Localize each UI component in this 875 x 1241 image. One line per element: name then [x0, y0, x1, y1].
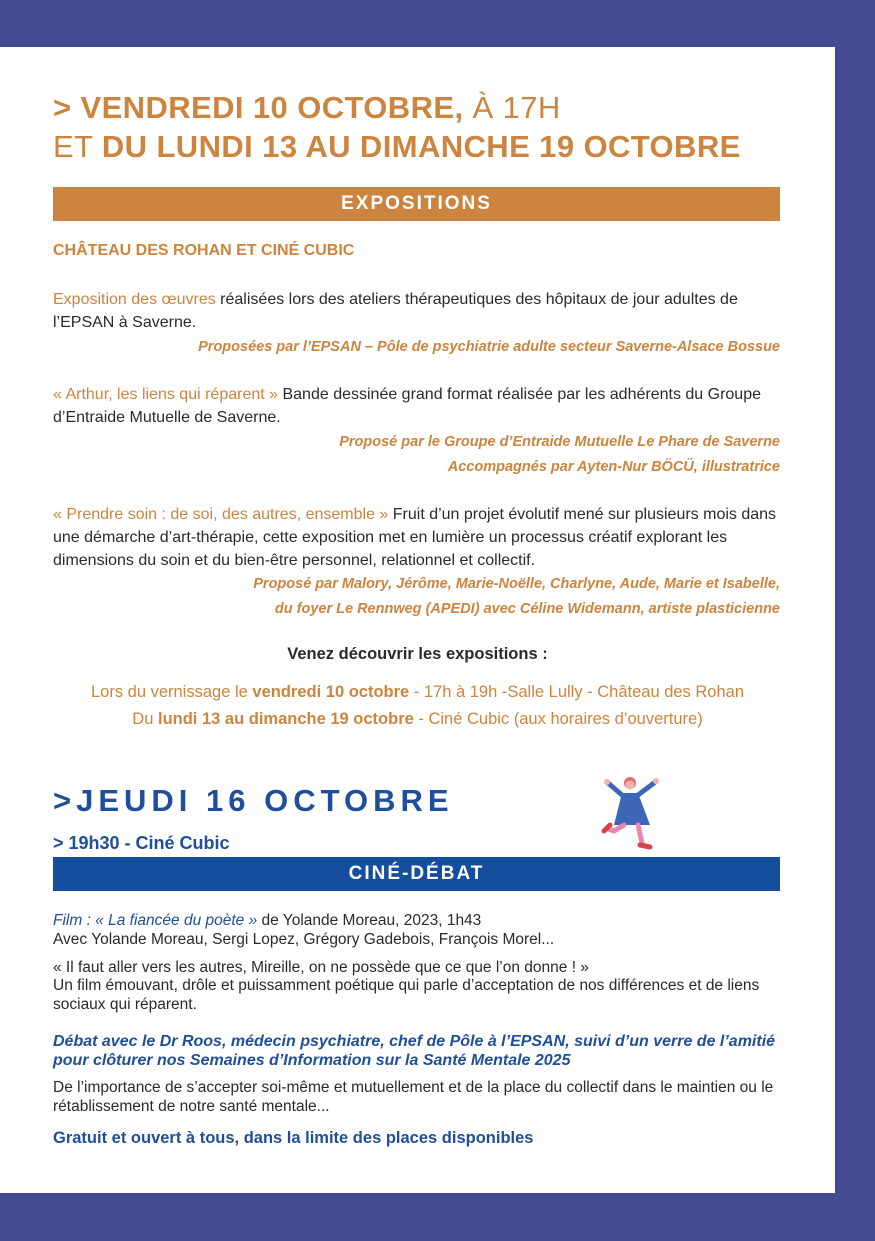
schedule-line-1: Lors du vernissage le vendredi 10 octobre - 17h à 19h -Salle Lully - Château des Rohan	[90, 683, 745, 701]
debate-heading: Débat avec le Dr Roos, médecin psychiatre, chef de Pôle à l’EPSAN, suivi d’un verre de l’amitié pour clôturer nos Semaines d’Information sur la Santé Mentale 2025	[53, 1033, 776, 1069]
venue-heading: CHÂTEAU DES ROHAN ET CINÉ CUBIC	[53, 242, 355, 259]
page-sheet	[0, 47, 835, 1193]
invite-text: Venez découvrir les expositions :	[287, 645, 548, 663]
expo-3-credit-2: du foyer Le Rennweg (APEDI) avec Céline Widemann, artiste plasticienne	[274, 601, 780, 617]
film-quote: « Il faut aller vers les autres, Mireille, on ne possède que ce que l’on donne ! »	[53, 959, 589, 976]
expo-1-description: Exposition des œuvres réalisées lors des ateliers thérapeutiques des hôpitaux de jour adultes de l’EPSAN à Saverne.	[53, 291, 738, 331]
cine-debat-band: CINÉ-DÉBAT	[53, 857, 780, 891]
debate-text: De l’importance de s’accepter soi-même et mutuellement et de la place du collectif dans le maintien ou le rétablissement de notre santé mentale...	[53, 1079, 774, 1115]
schedule-line-2: Du lundi 13 au dimanche 19 octobre - Ciné Cubic (aux horaires d’ouverture)	[132, 710, 703, 728]
expo-1-credit: Proposées par l’EPSAN – Pôle de psychiatrie adulte secteur Saverne-Alsace Bossue	[198, 339, 780, 355]
film-cast: Avec Yolande Moreau, Sergi Lopez, Grégory Gadebois, François Morel...	[53, 931, 555, 948]
headline-line-2: ET DU LUNDI 13 AU DIMANCHE 19 OCTOBRE	[53, 129, 741, 164]
expo-2-credit-1: Proposé par le Groupe d’Entraide Mutuelle Le Phare de Saverne	[339, 434, 780, 450]
time-location: > 19h30 - Ciné Cubic	[53, 833, 230, 853]
expositions-band: EXPOSITIONS	[53, 187, 780, 221]
expo-2-credit-2: Accompagnés par Ayten-Nur BÖCÜ, illustratrice	[447, 459, 780, 475]
free-entry-note: Gratuit et ouvert à tous, dans la limite des places disponibles	[53, 1129, 534, 1147]
film-title-line: Film : « La fiancée du poète » de Yolande Moreau, 2023, 1h43	[53, 912, 482, 929]
headline-line-1: > VENDREDI 10 OCTOBRE, À 17H	[53, 90, 561, 125]
expo-3-description: « Prendre soin : de soi, des autres, ensemble » Fruit d’un projet évolutif mené sur plusieurs mois dans une démarche d’art-thérapie, cette exposition met en lumière un processus créatif explorant les dimensions du soin et du bien-être personnel, relationnel et collectif.	[53, 506, 777, 569]
expo-2-description: « Arthur, les liens qui réparent » Bande dessinée grand format réalisée par les adhérents du Groupe d’Entraide Mutuelle de Saverne.	[53, 386, 761, 426]
film-summary: Un film émouvant, drôle et puissamment poétique qui parle d’acceptation de nos différences et de liens sociaux qui réparent.	[53, 977, 760, 1013]
expo-3-credit-1: Proposé par Malory, Jérôme, Marie-Noëlle, Charlyne, Aude, Marie et Isabelle,	[253, 576, 780, 592]
section-2-title: >JEUDI 16 OCTOBRE	[53, 783, 454, 818]
dancing-person-icon	[600, 773, 664, 857]
